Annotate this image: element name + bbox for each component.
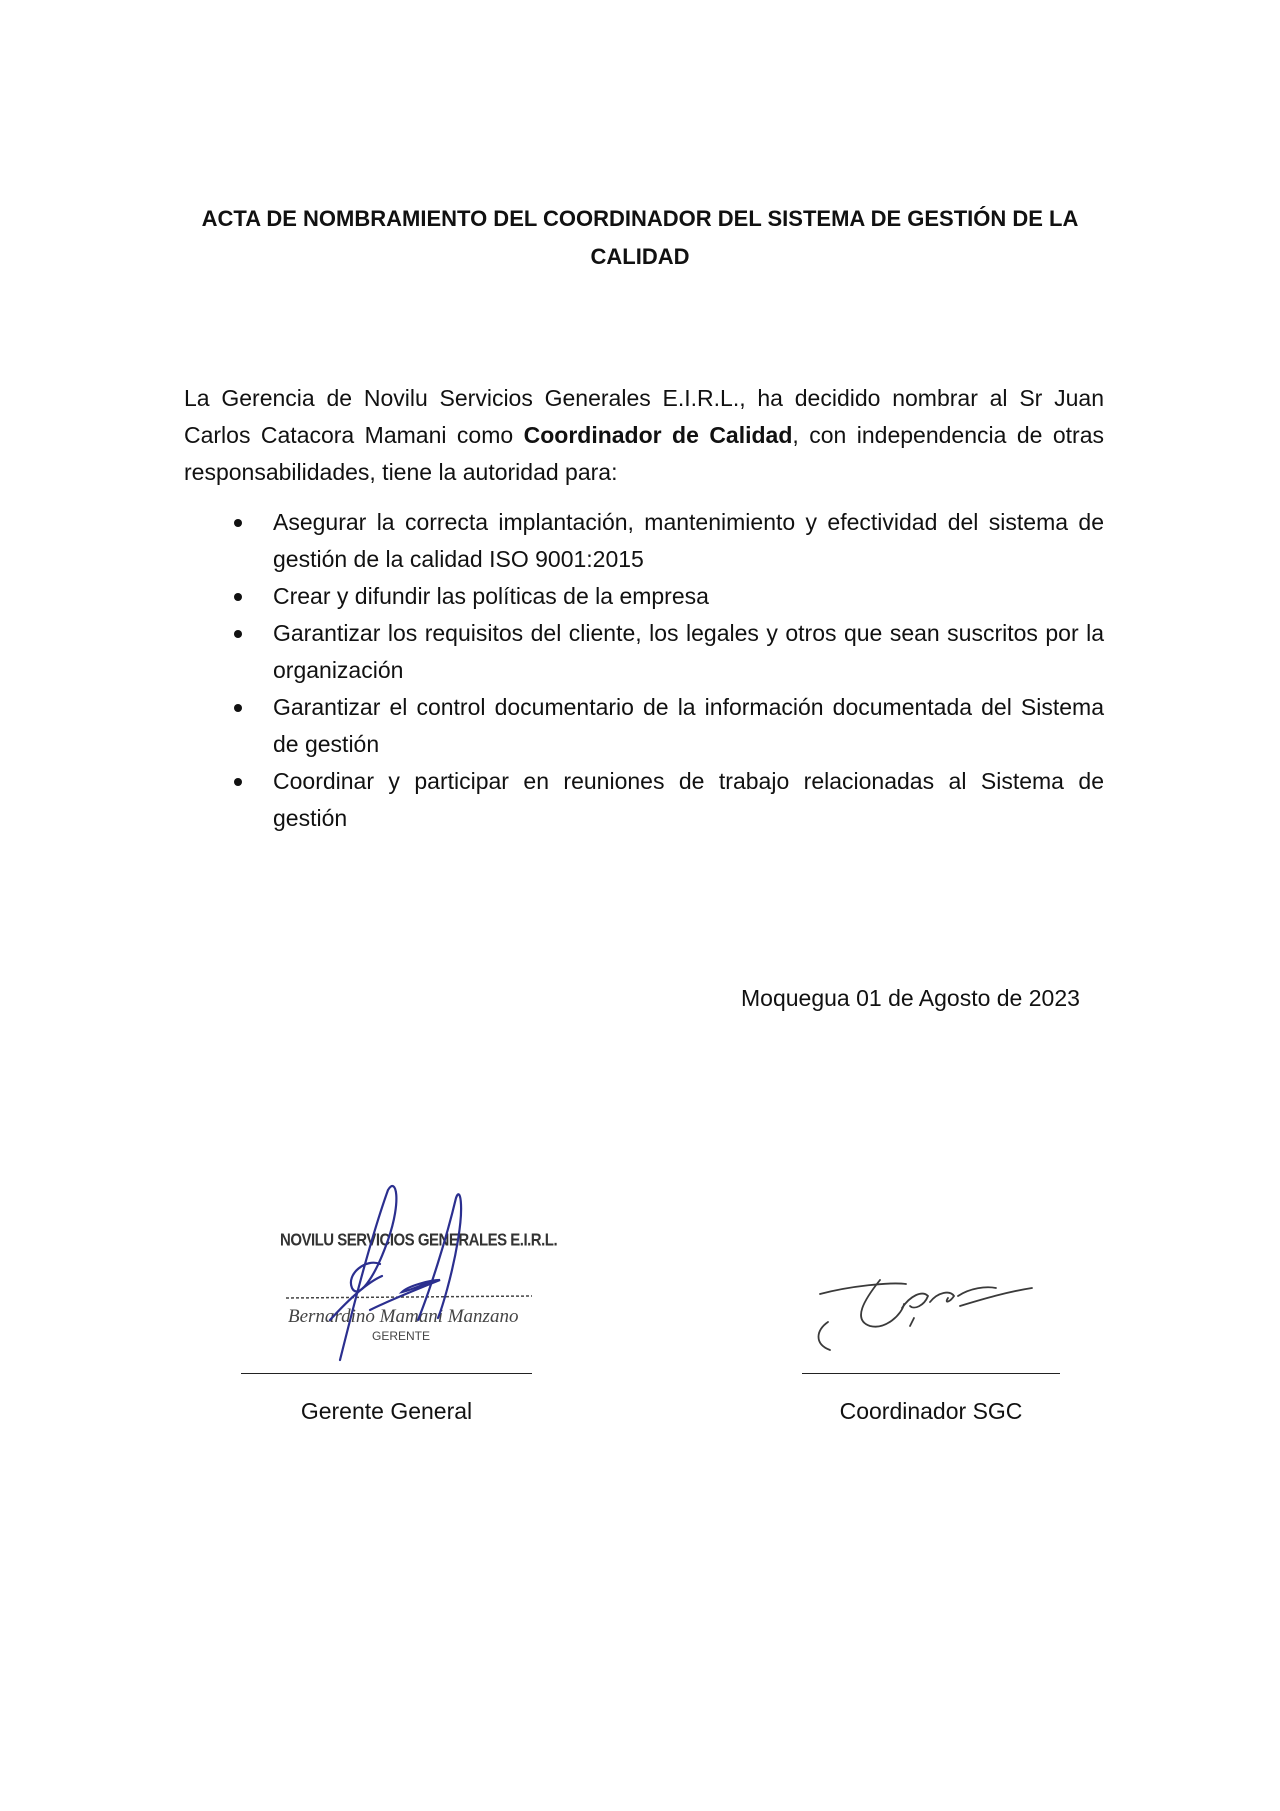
- list-item-text: Crear y difundir las políticas de la empresa: [273, 583, 709, 609]
- svg-text:Bernardino Mamani Manzano: Bernardino Mamani Manzano: [288, 1306, 519, 1327]
- intro-text-bold: Coordinador de Calidad: [523, 422, 793, 448]
- list-item: [184, 689, 1104, 763]
- intro-text-start: La Gerencia de Novilu Servicios Generales E.I.R.L., ha decidido nombrar al Sr Juan Carlos Catacora Mamani como: [184, 385, 1104, 448]
- bullet-icon: [234, 704, 242, 712]
- bullet-icon: [234, 630, 242, 638]
- intro-paragraph: [184, 380, 1104, 491]
- place-and-date: Moquegua 01 de Agosto de 2023: [741, 985, 1080, 1011]
- coordinator-caption: Coordinador SGC: [839, 1398, 1023, 1424]
- coordinator-signature-line: [802, 1373, 1060, 1374]
- list-item: [184, 504, 1104, 578]
- coordinator-signature: [810, 1260, 1040, 1370]
- svg-text:GERENTE: GERENTE: [372, 1329, 431, 1343]
- list-item: [184, 578, 1104, 615]
- stamp-dotted-line: [286, 1296, 532, 1298]
- list-item: [184, 763, 1104, 837]
- manager-caption: Gerente General: [300, 1398, 473, 1424]
- manager-signature-line: [241, 1373, 532, 1374]
- list-item-text: Garantizar los requisitos del cliente, los legales y otros que sean suscritos por la organización: [273, 620, 1104, 683]
- authority-list: [184, 504, 1104, 837]
- manager-stamp-signature: [270, 1180, 560, 1370]
- bullet-icon: [234, 778, 242, 786]
- list-item: [184, 615, 1104, 689]
- document-title: ACTA DE NOMBRAMIENTO DEL COORDINADOR DEL SISTEMA DE GESTIÓN DE LA CALIDAD: [201, 206, 1079, 269]
- list-item-text: Coordinar y participar en reuniones de trabajo relacionadas al Sistema de gestión: [273, 768, 1104, 831]
- intro-text-end: , con independencia de otras responsabilidades, tiene la autoridad para:: [184, 422, 1104, 485]
- bullet-icon: [234, 593, 242, 601]
- svg-text:NOVILU SERVICIOS GENERALES E.I: NOVILU SERVICIOS GENERALES E.I.R.L.: [280, 1230, 558, 1250]
- bullet-icon: [234, 519, 242, 527]
- list-item-text: Garantizar el control documentario de la información documentada del Sistema de gestión: [273, 694, 1104, 757]
- list-item-text: Asegurar la correcta implantación, mantenimiento y efectividad del sistema de gestión de la calidad ISO 9001:2015: [273, 509, 1104, 572]
